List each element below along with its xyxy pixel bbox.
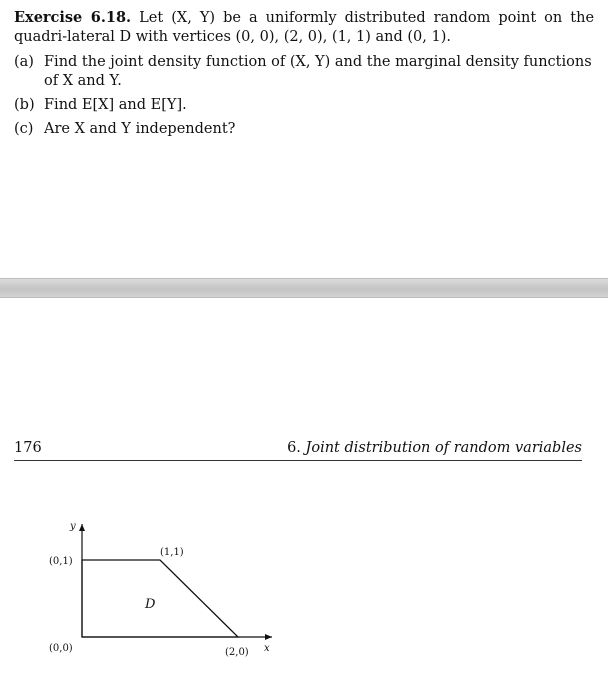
vertex-label: (0,0) [49,643,73,654]
chapter-number: 6. [287,440,301,456]
vertex-label: (2,0) [225,647,249,658]
region-d-outline [82,560,238,637]
part-text: Find E[X] and E[Y]. [44,97,187,113]
region-label: D [145,597,156,612]
part-text: Find the joint density function of (X, Y) and the marginal density functions of X and Y. [44,54,592,89]
part-label: (c) [14,121,34,137]
part-label: (a) [14,54,34,70]
exercise-title: Exercise 6.18. [14,9,132,26]
y-axis-label: y [70,521,76,532]
part-label: (b) [14,97,35,113]
page-number: 176 [14,440,42,456]
x-axis-label: x [264,643,270,654]
part-text: Are X and Y independent? [44,121,236,137]
vertex-label: (0,1) [49,556,73,567]
chapter-title: Joint distribution of random variables [305,440,582,456]
exercise-text: Let (X, Y) be a uniformly distributed random point on the quadri-lateral D with vertices (0, 0), (2, 0), (1, 1) and (0, 1). [14,10,595,45]
vertex-label: (1,1) [160,547,184,558]
